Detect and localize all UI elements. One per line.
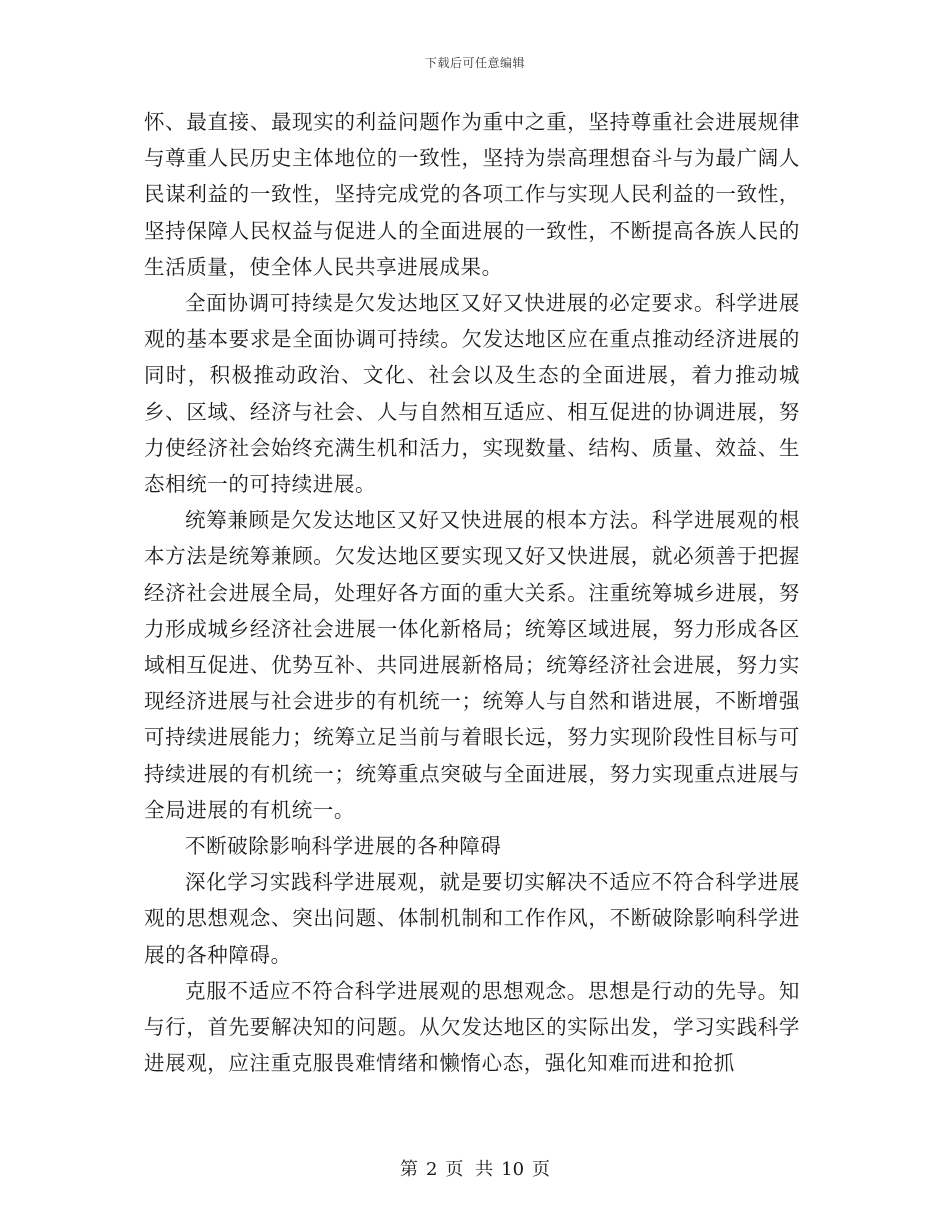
paragraph-overall-planning: 统筹兼顾是欠发达地区又好又快进展的根本方法。科学进展观的根本方法是统筹兼顾。欠发达地区要实现又好又快进展，就必须善于把握经济社会进展全局，处理好各方面的重大关系。注重统筹城乡进展，努力形成城乡经济社会进展一体化新格局；统筹区域进展，努力形成各区域相互促进、优势互补、共同进展新格局；统筹经济社会进展，努力实现经济进展与社会进步的有机统一；统筹人与自然和谐进展，不断增强可持续进展能力；统筹立足当前与着眼长远，努力实现阶段性目标与可持续进展的有机统一；统筹重点突破与全面进展，努力实现重点进展与全局进展的有机统一。: [144, 508, 800, 822]
footer-suffix: 页: [532, 1159, 551, 1180]
footer-middle: 页 共: [445, 1159, 494, 1180]
document-body: [144, 104, 800, 1081]
total-pages-number: 10: [501, 1159, 525, 1180]
current-page-number: 2: [425, 1159, 438, 1180]
paragraph-overcome-ideas: 克服不适应不符合科学进展观的思想观念。思想是行动的先导。知与行，首先要解决知的问题。从欠发达地区的实际出发，学习实践科学进展观，应注重克服畏难情绪和懒惰心态，强化知难而进和抢抓: [144, 978, 800, 1076]
section-heading: 不断破除影响科学进展的各种障碍: [185, 834, 502, 859]
paragraph-continued: 怀、最直接、最现实的利益问题作为重中之重，坚持尊重社会进展规律与尊重人民历史主体地位的一致性，坚持为崇高理想奋斗与为最广阔人民谋利益的一致性，坚持完成党的各项工作与实现人民利益的一致性，坚持保障人民权益与促进人的全面进展的一致性，不断提高各族人民的生活质量，使全体人民共享进展成果。: [144, 110, 800, 279]
footer-prefix: 第: [399, 1159, 418, 1180]
page-header: 下载后可任意编辑: [424, 56, 525, 70]
paragraph-comprehensive-coordination: 全面协调可持续是欠发达地区又好又快进展的必定要求。科学进展观的基本要求是全面协调可持续。欠发达地区应在重点推动经济进展的同时，积极推动政治、文化、社会以及生态的全面进展，着力推动城乡、区域、经济与社会、人与自然相互适应、相互促进的协调进展，努力使经济社会始终充满生机和活力，实现数量、结构、质量、效益、生态相统一的可持续进展。: [144, 291, 800, 497]
paragraph-deepen-study: 深化学习实践科学进展观，就是要切实解决不适应不符合科学进展观的思想观念、突出问题、体制机制和工作作风，不断破除影响科学进展的各种障碍。: [144, 870, 800, 967]
page-footer: [0, 1155, 950, 1181]
